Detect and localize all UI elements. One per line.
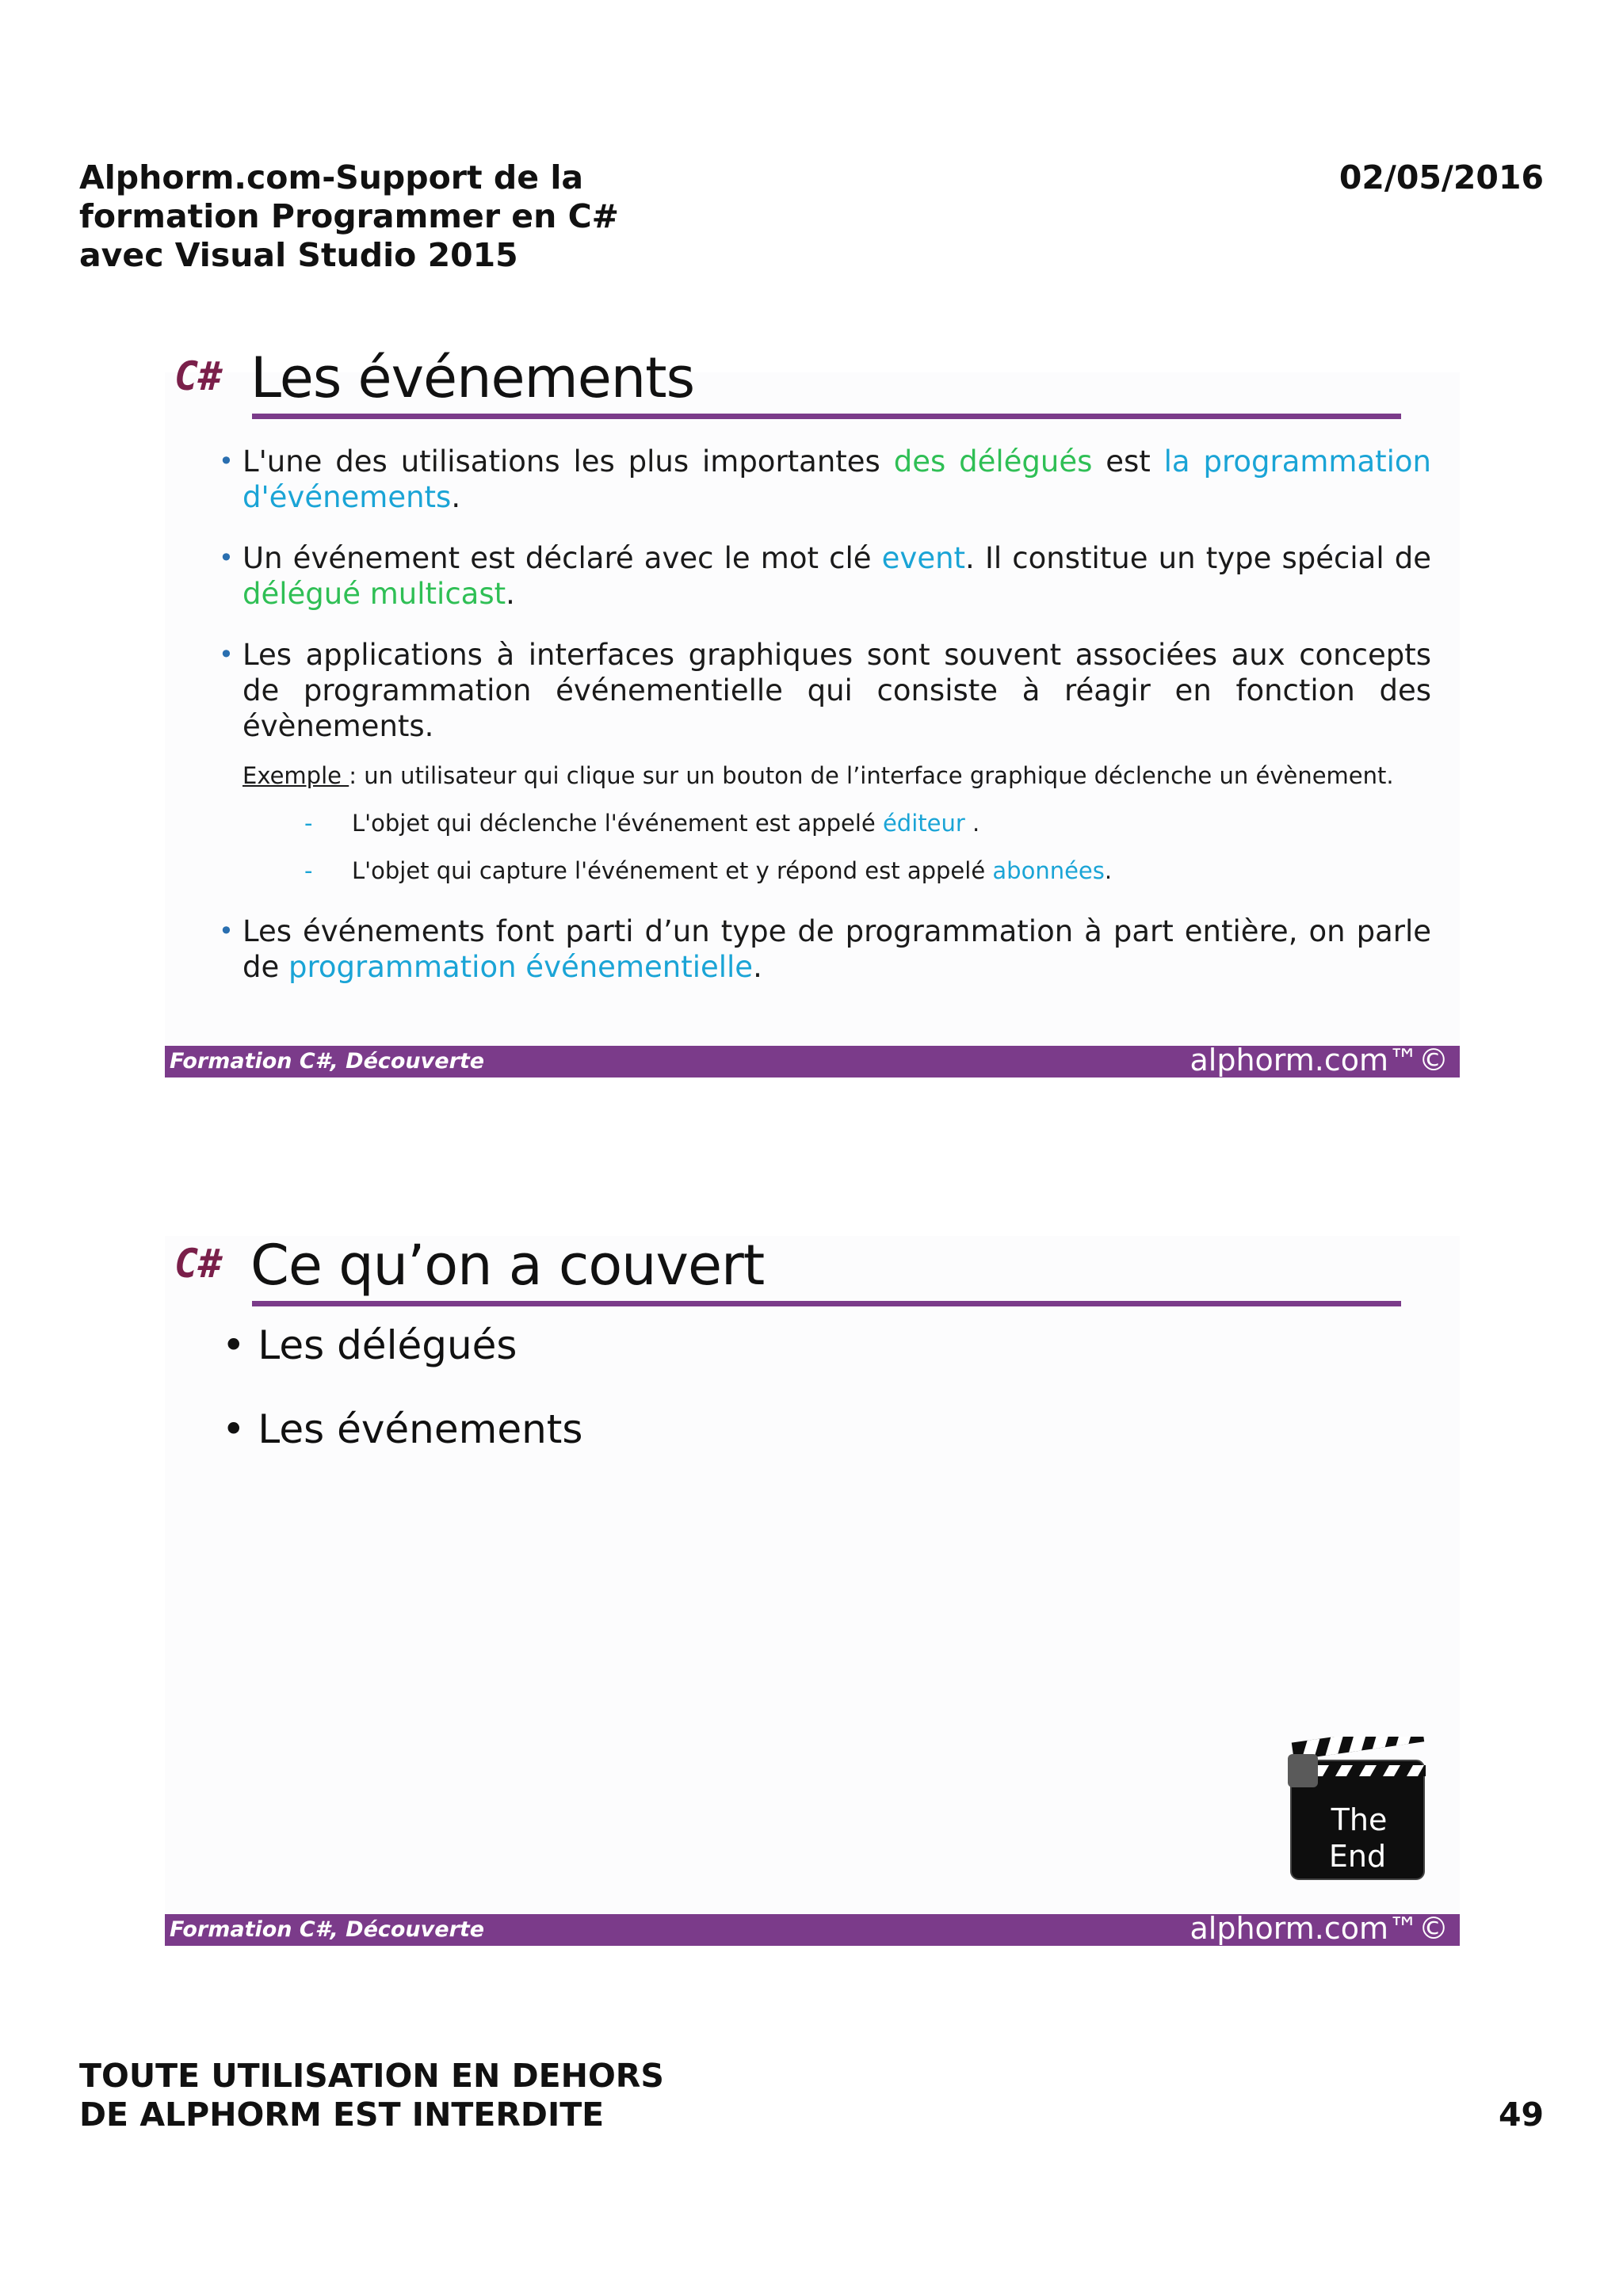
document-header-title [79, 158, 682, 275]
bullet-item [214, 637, 1431, 744]
footer-course-label: Formation C#, Découverte [170, 1917, 485, 1942]
text: L'une des utilisations les plus importantes [242, 444, 894, 479]
summary-list [222, 1322, 1439, 1453]
clapper-text-line-2: End [1328, 1839, 1387, 1874]
footer-notice [79, 2057, 664, 2134]
text: Un événement est déclaré avec le mot clé [242, 541, 882, 575]
list-item [222, 1405, 1439, 1453]
highlight-blue: éditeur [882, 810, 965, 837]
example-label: Exemple [242, 762, 349, 789]
footer-notice-line-1: TOUTE UTILISATION EN DEHORS [79, 2057, 664, 2095]
text: L'objet qui capture l'événement et y répond est appelé [352, 857, 993, 884]
text: Les événements font parti d’un type de programmation à part entière, on parle de [242, 914, 1431, 984]
bullet-item [214, 444, 1431, 515]
csharp-logo: C# [174, 353, 223, 399]
bullet-list [214, 444, 1431, 985]
footer-brand: alphorm.com™© [1190, 1911, 1449, 1946]
example-text: : un utilisateur qui clique sur un bouton de l’interface graphique déclenche un évènement. [349, 762, 1394, 789]
bullet-icon: • [222, 1406, 258, 1452]
bullet-icon: • [219, 446, 234, 476]
slide-footer-bar [165, 1911, 1460, 1946]
list-item [222, 1322, 1439, 1369]
highlight-blue: event [881, 541, 966, 575]
slide-title: Les événements [250, 345, 695, 410]
header-title-line-2: formation Programmer en C# [79, 197, 620, 235]
header-title-line-1: Alphorm.com-Support de la [79, 158, 584, 196]
highlight-blue: la programmation d'événements [242, 444, 1431, 514]
page-number: 49 [1498, 2096, 1544, 2134]
footer-course-label: Formation C#, Découverte [170, 1049, 485, 1074]
header-title-line-3: avec Visual Studio 2015 [79, 236, 518, 274]
item-label: Les événements [258, 1406, 583, 1452]
text: Les applications à interfaces graphiques sont souvent associées aux concepts de programmation événementielle qui consiste à réagir en fonction des évènements. [242, 638, 1431, 743]
text: . [753, 950, 762, 984]
bullet-icon: • [219, 639, 234, 669]
bullet-icon: • [222, 1322, 258, 1368]
item-label: Les délégués [258, 1322, 517, 1368]
highlight-green: des délégués [893, 444, 1093, 479]
text: est [1092, 444, 1164, 479]
text: . Il constitue un type spécial de [965, 541, 1431, 575]
highlight-blue: abonnées [992, 857, 1105, 884]
dash-icon: - [304, 857, 313, 884]
sub-item [304, 855, 1431, 887]
bullet-icon: • [219, 543, 234, 573]
footer-notice-line-2: DE ALPHORM EST INTERDITE [79, 2096, 605, 2134]
text: . [451, 480, 461, 514]
slide-events [165, 345, 1460, 1079]
clapper-text-line-1: The [1331, 1802, 1388, 1837]
clapperboard-icon [1286, 1737, 1429, 1884]
title-underline [252, 1301, 1401, 1306]
example-line [214, 760, 1431, 791]
text: . [964, 810, 980, 837]
highlight-blue: programmation événementielle [288, 950, 754, 984]
text: L'objet qui déclenche l'événement est appelé [352, 810, 883, 837]
slide-summary [165, 1233, 1460, 1947]
dash-icon: - [304, 810, 313, 837]
text: . [1104, 857, 1113, 884]
csharp-logo: C# [174, 1241, 223, 1287]
bullet-item [214, 913, 1431, 985]
slide-title: Ce qu’on a couvert [250, 1233, 765, 1298]
highlight-green: délégué multicast [242, 577, 506, 611]
slide-footer-bar [165, 1043, 1460, 1077]
header-date: 02/05/2016 [1338, 158, 1544, 196]
title-underline [252, 414, 1401, 419]
sub-item [304, 807, 1431, 839]
footer-brand: alphorm.com™© [1190, 1043, 1449, 1077]
text: . [506, 577, 515, 611]
bullet-item [214, 540, 1431, 612]
bullet-icon: • [219, 916, 234, 946]
